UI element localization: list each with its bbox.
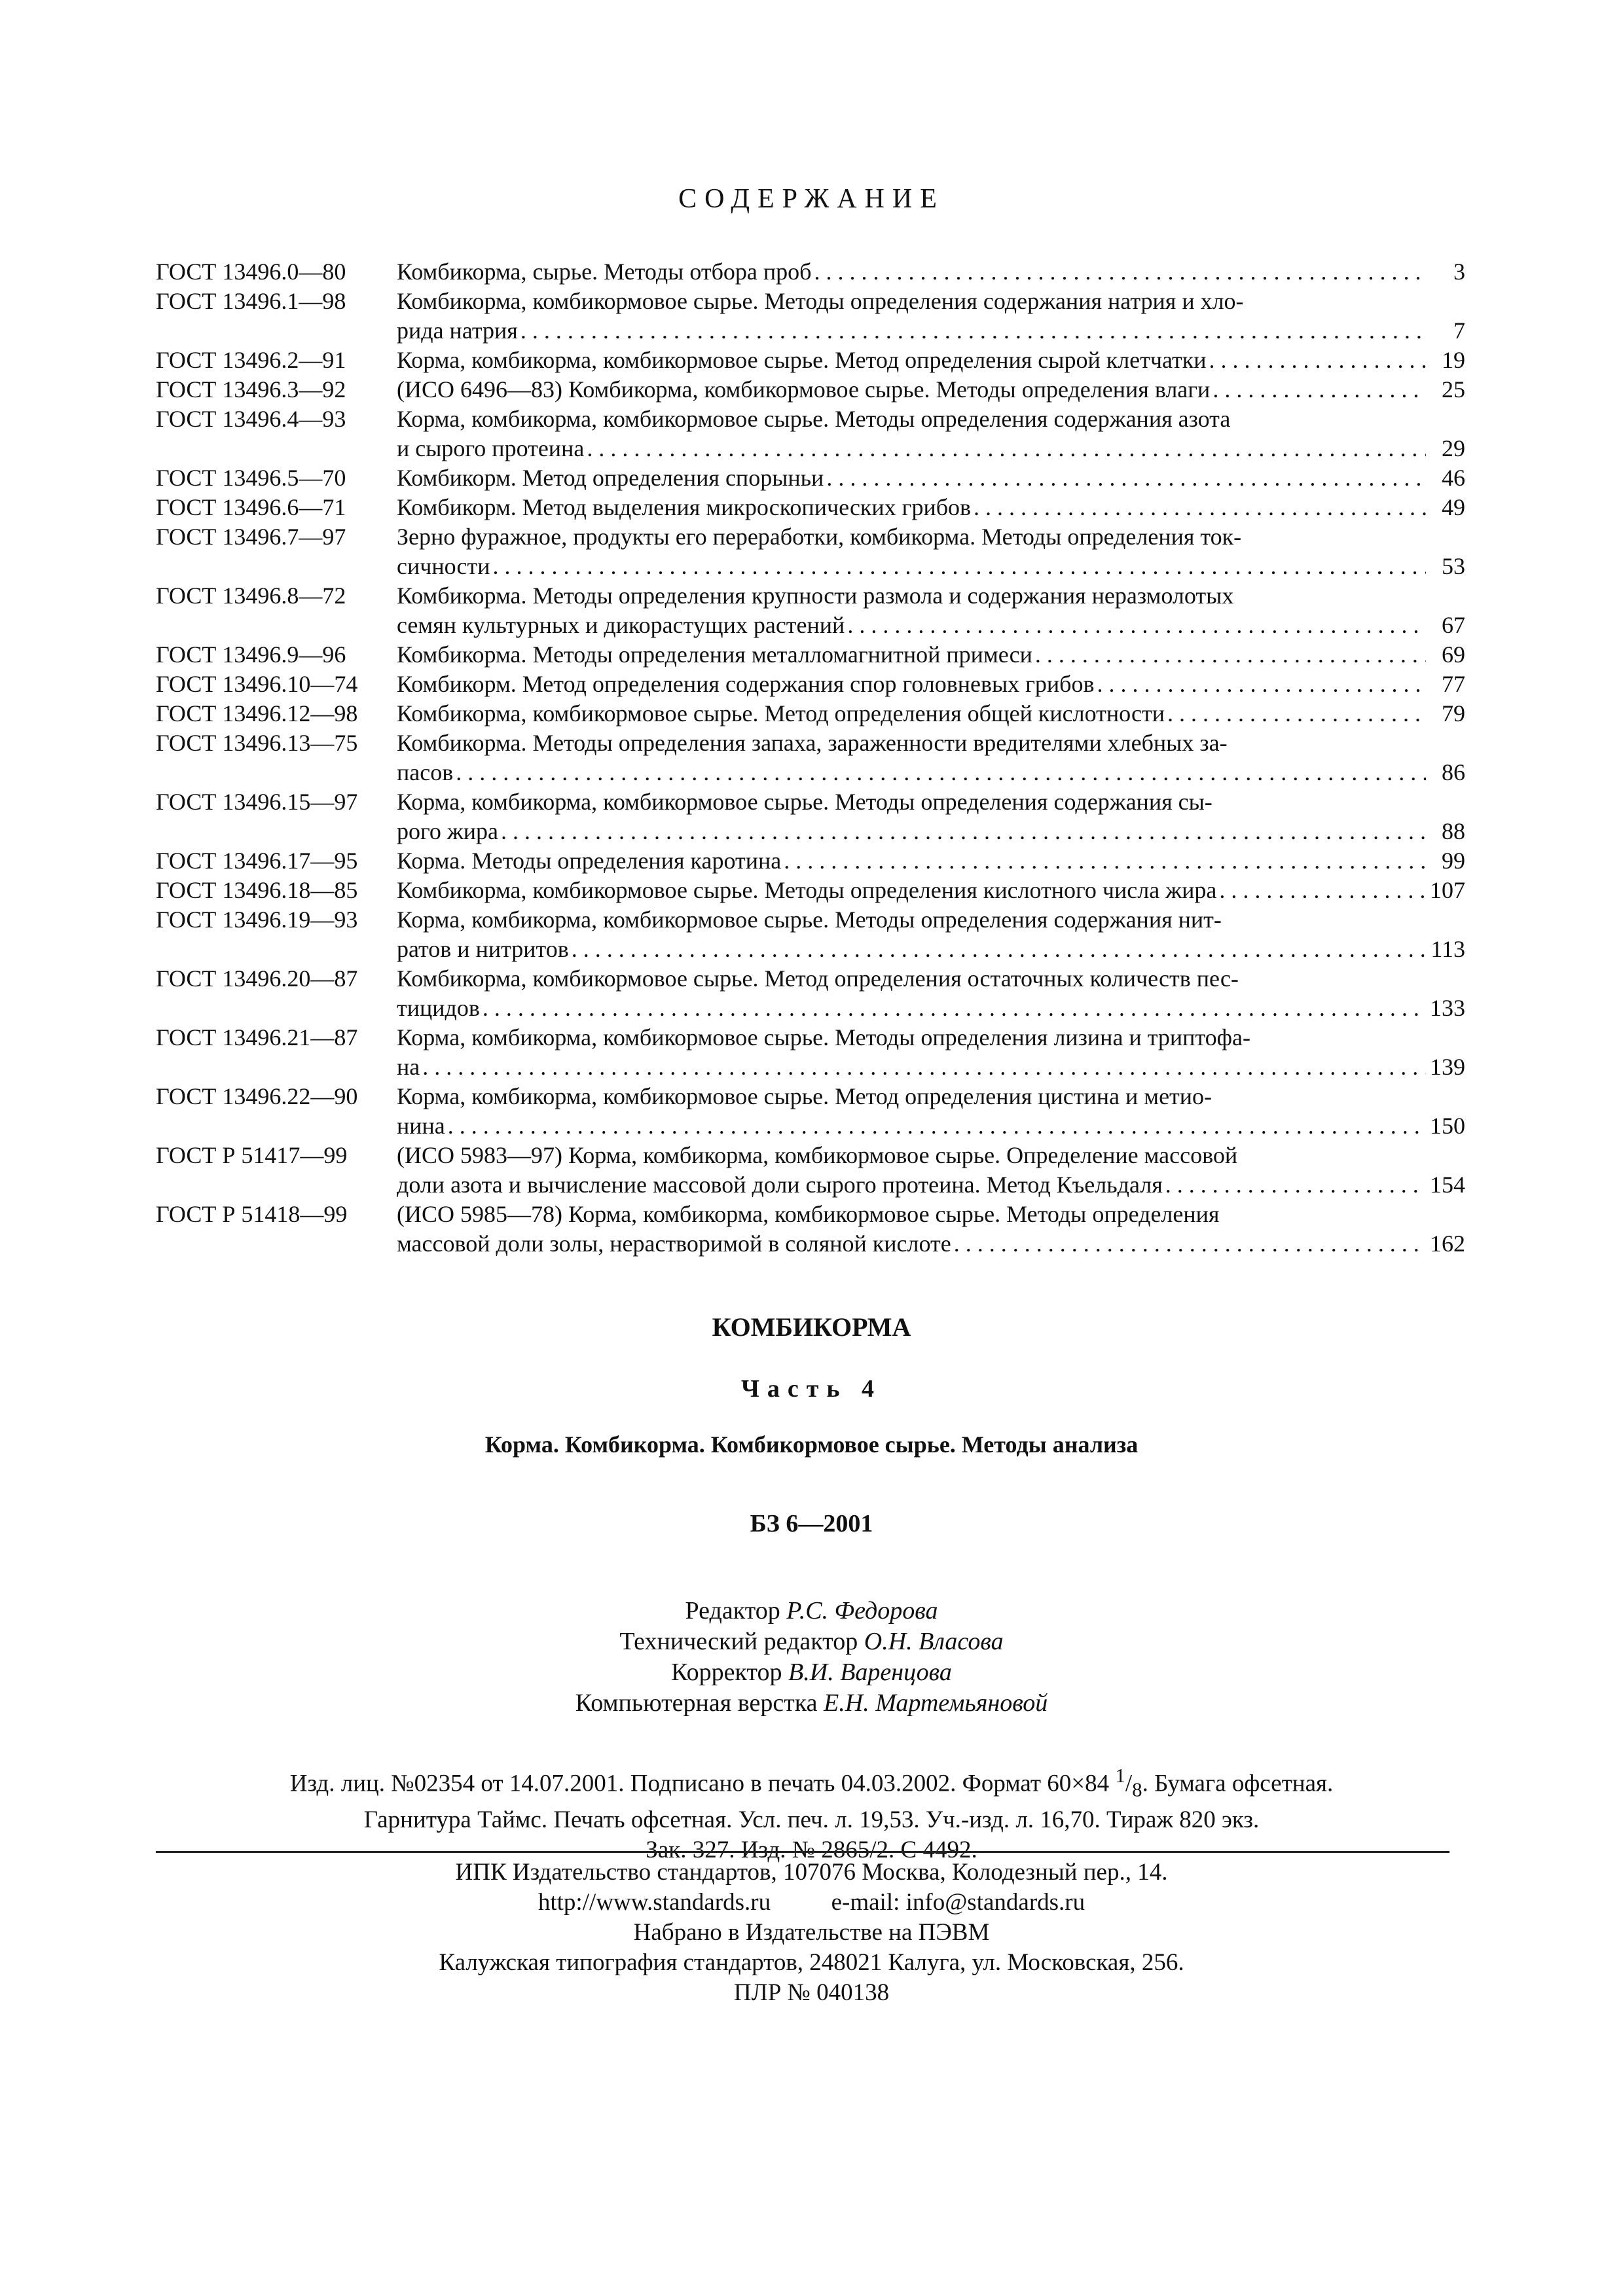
toc-entry (156, 493, 1465, 522)
toc-entry-title (397, 728, 1465, 787)
toc-entry-line (397, 287, 1465, 316)
toc-entry-page: 29 (1442, 435, 1465, 461)
toc-entry-text: Комбикорма. Методы определения запаха, зараженности вредителями хлебных за- (397, 730, 1228, 756)
toc-entry-text: Корма, комбикорма, комбикормовое сырье. Метод определения цистина и метио- (397, 1083, 1213, 1109)
toc-entry-page: 25 (1442, 376, 1465, 403)
toc-entry-page: 46 (1442, 465, 1465, 491)
toc-entry-code: ГОСТ 13496.21—87 (156, 1024, 358, 1050)
toc-leader-dots (445, 1111, 1426, 1141)
toc-entry-line (397, 1111, 1465, 1141)
toc-entry-page: 69 (1442, 641, 1465, 668)
toc-entry-page: 49 (1442, 494, 1465, 520)
toc-entry-code: ГОСТ 13496.9—96 (156, 641, 346, 668)
toc-entry-text: рого жира (397, 818, 498, 844)
toc-list (156, 257, 1465, 1259)
toc-entry-title (397, 404, 1465, 463)
toc-entry-code: ГОСТ 13496.15—97 (156, 789, 358, 815)
toc-entry-page: 99 (1442, 848, 1465, 874)
toc-entry-page: 107 (1430, 877, 1465, 903)
toc-entry (156, 846, 1465, 876)
toc-leader-dots (498, 817, 1426, 846)
toc-entry-code: ГОСТ 13496.2—91 (156, 347, 346, 373)
toc-entry (156, 640, 1465, 670)
imprint-text: Изд. лиц. №02354 от 14.07.2001. Подписано в печать 04.03.2002. Формат 60×84 (289, 1770, 1116, 1797)
toc-entry (156, 404, 1465, 463)
toc-leader-dots (569, 935, 1426, 964)
toc-entry (156, 670, 1465, 699)
staff-role: Редактор (685, 1597, 780, 1624)
toc-entry-code: ГОСТ 13496.10—74 (156, 671, 358, 697)
toc-entry-line (397, 699, 1465, 728)
toc-entry (156, 728, 1465, 787)
toc-entry-text: Корма, комбикорма, комбикормовое сырье. Метод определения сырой клетчатки (397, 347, 1207, 373)
toc-entry-line (397, 611, 1465, 640)
toc-entry-code: ГОСТ 13496.20—87 (156, 965, 358, 992)
staff-name: О.Н. Власова (864, 1628, 1004, 1655)
toc-entry (156, 964, 1465, 1023)
toc-entry-text: и сырого протеина (397, 435, 585, 461)
toc-leader-dots (1165, 699, 1426, 728)
toc-entry-page: 3 (1453, 259, 1465, 285)
toc-entry-title (397, 846, 1465, 876)
toc-entry-text: нина (397, 1113, 445, 1139)
staff-tech-editor (0, 1626, 1623, 1657)
staff-role: Технический редактор (619, 1628, 858, 1655)
toc-entry-page: 139 (1430, 1054, 1465, 1080)
toc-entry-text: Корма, комбикорма, комбикормовое сырье. Методы определения содержания нит- (397, 906, 1222, 933)
toc-entry-title (397, 287, 1465, 346)
toc-entry (156, 346, 1465, 375)
toc-entry-text: Комбикорма. Методы определения металломагнитной примеси (397, 641, 1032, 668)
toc-entry-code: ГОСТ 13496.8—72 (156, 583, 346, 609)
toc-entry (156, 1141, 1465, 1200)
toc-entry-line (397, 1141, 1465, 1170)
toc-entry-line (397, 1052, 1465, 1082)
toc-entry-line (397, 1082, 1465, 1111)
toc-entry-text: Комбикорм. Метод определения содержания спор головневых грибов (397, 671, 1095, 697)
toc-entry-page: 150 (1430, 1113, 1465, 1139)
toc-leader-dots (951, 1229, 1426, 1259)
toc-entry-page: 67 (1442, 612, 1465, 638)
publisher-address: ИПК Издательство стандартов, 107076 Москва, Колодезный пер., 14. (455, 1859, 1168, 1886)
toc-entry-line (397, 434, 1465, 463)
toc-leader-dots (1210, 375, 1426, 404)
toc-entry-line (397, 493, 1465, 522)
toc-entry-line (397, 876, 1465, 905)
staff-role: Корректор (671, 1659, 782, 1686)
toc-leader-dots (1216, 876, 1426, 905)
toc-entry-title (397, 463, 1465, 493)
toc-entry-code: ГОСТ 13496.17—95 (156, 848, 358, 874)
toc-entry-title (397, 905, 1465, 964)
staff-name: Е.Н. Мартемьяновой (824, 1689, 1048, 1717)
toc-entry-text: семян культурных и дикорастущих растений (397, 612, 845, 638)
toc-entry-page: 7 (1453, 317, 1465, 344)
format-fraction-numerator: 1 (1115, 1765, 1125, 1787)
toc-entry-line (397, 758, 1465, 787)
collection-subtitle: Корма. Комбикорма. Комбикормовое сырье. Методы анализа (484, 1431, 1139, 1458)
publisher-info (0, 1857, 1623, 2008)
toc-entry-text: Корма. Методы определения каротина (397, 848, 782, 874)
toc-entry-code: ГОСТ 13496.1—98 (156, 288, 346, 314)
toc-entry-line (397, 316, 1465, 346)
toc-entry-line (397, 728, 1465, 758)
imprint-line-1: Изд. лиц. №02354 от 14.07.2001. Подписано в печать 04.03.2002. Формат 60×84 $^1/_8$. Бумага офсетная. (289, 1765, 1334, 1801)
toc-entry (156, 287, 1465, 346)
toc-entry-page: 77 (1442, 671, 1465, 697)
staff-proofreader (0, 1657, 1623, 1688)
toc-entry-text: Комбикорма, комбикормовое сырье. Метод определения остаточных количеств пес- (397, 965, 1239, 992)
toc-entry-line (397, 1023, 1465, 1052)
toc-entry (156, 699, 1465, 728)
toc-entry-text: Корма, комбикорма, комбикормовое сырье. Методы определения лизина и триптофа- (397, 1024, 1250, 1050)
toc-entry-page: 133 (1430, 995, 1465, 1021)
toc-entry-code: ГОСТ 13496.3—92 (156, 376, 346, 403)
toc-entry-line (397, 817, 1465, 846)
toc-entry-text: массовой доли золы, нерастворимой в соляной кислоте (397, 1230, 951, 1257)
toc-entry-title (397, 493, 1465, 522)
toc-leader-dots (781, 846, 1426, 876)
toc-leader-dots (811, 257, 1426, 287)
toc-entry-page: 113 (1431, 936, 1465, 962)
toc-entry-line (397, 1229, 1465, 1259)
toc-entry-page: 19 (1442, 347, 1465, 373)
toc-entry-title (397, 346, 1465, 375)
staff-name: В.И. Варенцова (788, 1659, 952, 1686)
toc-entry-line (397, 670, 1465, 699)
toc-entry-code: ГОСТ 13496.13—75 (156, 730, 358, 756)
toc-entry-code: ГОСТ 13496.4—93 (156, 406, 346, 432)
toc-entry-line (397, 905, 1465, 935)
imprint-text: . Бумага офсетная. (1142, 1770, 1334, 1797)
toc-entry-line (397, 552, 1465, 581)
toc-entry-line (397, 846, 1465, 876)
publisher-license: ПЛР № 040138 (733, 1979, 890, 2006)
toc-leader-dots (1095, 670, 1427, 699)
toc-entry-title (397, 699, 1465, 728)
toc-entry-page: 154 (1430, 1172, 1465, 1198)
toc-entry-code: ГОСТ Р 51417—99 (156, 1142, 348, 1168)
toc-leader-dots (480, 994, 1426, 1023)
toc-entry-title (397, 1023, 1465, 1082)
publisher-web: http://www.standards.ru e-mail: info@standards.ru (538, 1889, 1085, 1916)
toc-entry-text: Комбикорма, сырье. Методы отбора проб (397, 259, 812, 285)
toc-entry-line (397, 257, 1465, 287)
toc-entry-text: рида натрия (397, 317, 518, 344)
imprint (0, 1761, 1623, 1865)
toc-entry-title (397, 1200, 1465, 1259)
toc-entry-line (397, 1200, 1465, 1229)
toc-leader-dots (490, 552, 1427, 581)
toc-entry-code: ГОСТ 13496.0—80 (156, 259, 346, 285)
toc-entry-line (397, 640, 1465, 670)
toc-entry-title (397, 581, 1465, 640)
toc-entry-line (397, 935, 1465, 964)
toc-entry (156, 581, 1465, 640)
toc-entry-code: ГОСТ Р 51418—99 (156, 1201, 348, 1227)
toc-leader-dots (584, 434, 1426, 463)
toc-entry-text: Комбикорма, комбикормовое сырье. Методы определения кислотного числа жира (397, 877, 1217, 903)
toc-entry (156, 905, 1465, 964)
toc-entry-code: ГОСТ 13496.6—71 (156, 494, 346, 520)
toc-entry-text: (ИСО 5985—78) Корма, комбикорма, комбикормовое сырье. Методы определения (397, 1201, 1220, 1227)
toc-entry-line (397, 375, 1465, 404)
toc-entry-text: Комбикорма. Методы определения крупности размола и содержания неразмолотых (397, 583, 1234, 609)
toc-entry (156, 1023, 1465, 1082)
toc-entry-page: 88 (1442, 818, 1465, 844)
toc-entry-text: Корма, комбикорма, комбикормовое сырье. Методы определения содержания азота (397, 406, 1231, 432)
imprint-line-2: Гарнитура Таймс. Печать офсетная. Усл. печ. л. 19,53. Уч.-изд. л. 16,70. Тираж 820 экз. (363, 1806, 1260, 1833)
toc-entry (156, 257, 1465, 287)
toc-entry-page: 79 (1442, 700, 1465, 726)
toc-title: СОДЕРЖАНИЕ (678, 184, 945, 214)
toc-entry-text: доли азота и вычисление массовой доли сырого протеина. Метод Къельдаля (397, 1172, 1163, 1198)
toc-entry-line (397, 346, 1465, 375)
toc-leader-dots (1032, 640, 1426, 670)
toc-entry-line (397, 1170, 1465, 1200)
toc-entry-text: (ИСО 6496—83) Комбикорма, комбикормовое сырье. Методы определения влаги (397, 376, 1211, 403)
toc-entry-page: 86 (1442, 759, 1465, 785)
toc-leader-dots (971, 493, 1426, 522)
toc-entry-title (397, 522, 1465, 581)
toc-entry-line (397, 787, 1465, 817)
toc-entry-title (397, 964, 1465, 1023)
toc-entry-text: на (397, 1054, 420, 1080)
toc-entry-text: Комбикорм. Метод определения спорыньи (397, 465, 824, 491)
toc-entry (156, 787, 1465, 846)
toc-leader-dots (1163, 1170, 1426, 1200)
toc-entry-text: ратов и нитритов (397, 936, 569, 962)
toc-entry (156, 375, 1465, 404)
toc-entry-text: Зерно фуражное, продукты его переработки, комбикорма. Методы определения ток- (397, 524, 1242, 550)
toc-entry-code: ГОСТ 13496.19—93 (156, 906, 358, 933)
toc-leader-dots (1207, 346, 1426, 375)
toc-entry-code: ГОСТ 13496.7—97 (156, 524, 346, 550)
toc-entry-line (397, 404, 1465, 434)
toc-leader-dots (453, 758, 1426, 787)
divider-rule (156, 1851, 1450, 1853)
toc-entry-title (397, 1141, 1465, 1200)
toc-entry-page: 162 (1430, 1230, 1465, 1257)
toc-entry-page: 53 (1442, 553, 1465, 579)
toc-entry-text: сичности (397, 553, 490, 579)
toc-entry-title (397, 876, 1465, 905)
toc-entry-line (397, 463, 1465, 493)
toc-leader-dots (518, 316, 1426, 346)
toc-entry-code: ГОСТ 13496.12—98 (156, 700, 358, 726)
toc-entry-title (397, 257, 1465, 287)
staff-editor (0, 1596, 1623, 1626)
toc-leader-dots (420, 1052, 1426, 1082)
format-fraction-denominator: 8 (1132, 1778, 1142, 1801)
publisher-printer: Калужская типография стандартов, 248021 Калуга, ул. Московская, 256. (439, 1949, 1184, 1976)
toc-entry-title (397, 640, 1465, 670)
toc-entry-line (397, 581, 1465, 611)
toc-entry-text: Корма, комбикорма, комбикормовое сырье. Методы определения содержания сы- (397, 789, 1213, 815)
collection-title: КОМБИКОРМА (712, 1312, 911, 1342)
imprint-line-3: Зак. 327. Изд. № 2865/2. С 4492. (646, 1836, 977, 1863)
toc-entry-text: тицидов (397, 995, 480, 1021)
toc-entry-text: пасов (397, 759, 454, 785)
toc-entry (156, 1082, 1465, 1141)
toc-entry (156, 522, 1465, 581)
collection-part: Часть 4 (740, 1375, 882, 1403)
toc-entry-text: Комбикорма, комбикормовое сырье. Методы определения содержания натрия и хло- (397, 288, 1244, 314)
toc-entry-title (397, 1082, 1465, 1141)
toc-entry-code: ГОСТ 13496.22—90 (156, 1083, 358, 1109)
toc-entry-text: Комбикорм. Метод выделения микроскопических грибов (397, 494, 972, 520)
toc-leader-dots (845, 611, 1426, 640)
toc-entry-code: ГОСТ 13496.18—85 (156, 877, 358, 903)
staff-role: Компьютерная верстка (575, 1689, 818, 1717)
editorial-staff (0, 1596, 1623, 1719)
publisher-typeset: Набрано в Издательстве на ПЭВМ (633, 1919, 990, 1946)
toc-entry (156, 876, 1465, 905)
toc-entry-title (397, 670, 1465, 699)
toc-entry-text: Комбикорма, комбикормовое сырье. Метод определения общей кислотности (397, 700, 1165, 726)
toc-entry-line (397, 964, 1465, 994)
toc-entry-code: ГОСТ 13496.5—70 (156, 465, 346, 491)
toc-entry (156, 1200, 1465, 1259)
staff-layout (0, 1688, 1623, 1719)
toc-entry-title (397, 787, 1465, 846)
toc-entry-line (397, 994, 1465, 1023)
toc-entry-line (397, 522, 1465, 552)
toc-entry-text: (ИСО 5983—97) Корма, комбикорма, комбикормовое сырье. Определение массовой (397, 1142, 1238, 1168)
toc-leader-dots (824, 463, 1426, 493)
toc-entry-title (397, 375, 1465, 404)
collection-code: БЗ 6—2001 (750, 1510, 873, 1537)
toc-entry (156, 463, 1465, 493)
staff-name: Р.С. Федорова (786, 1597, 938, 1624)
